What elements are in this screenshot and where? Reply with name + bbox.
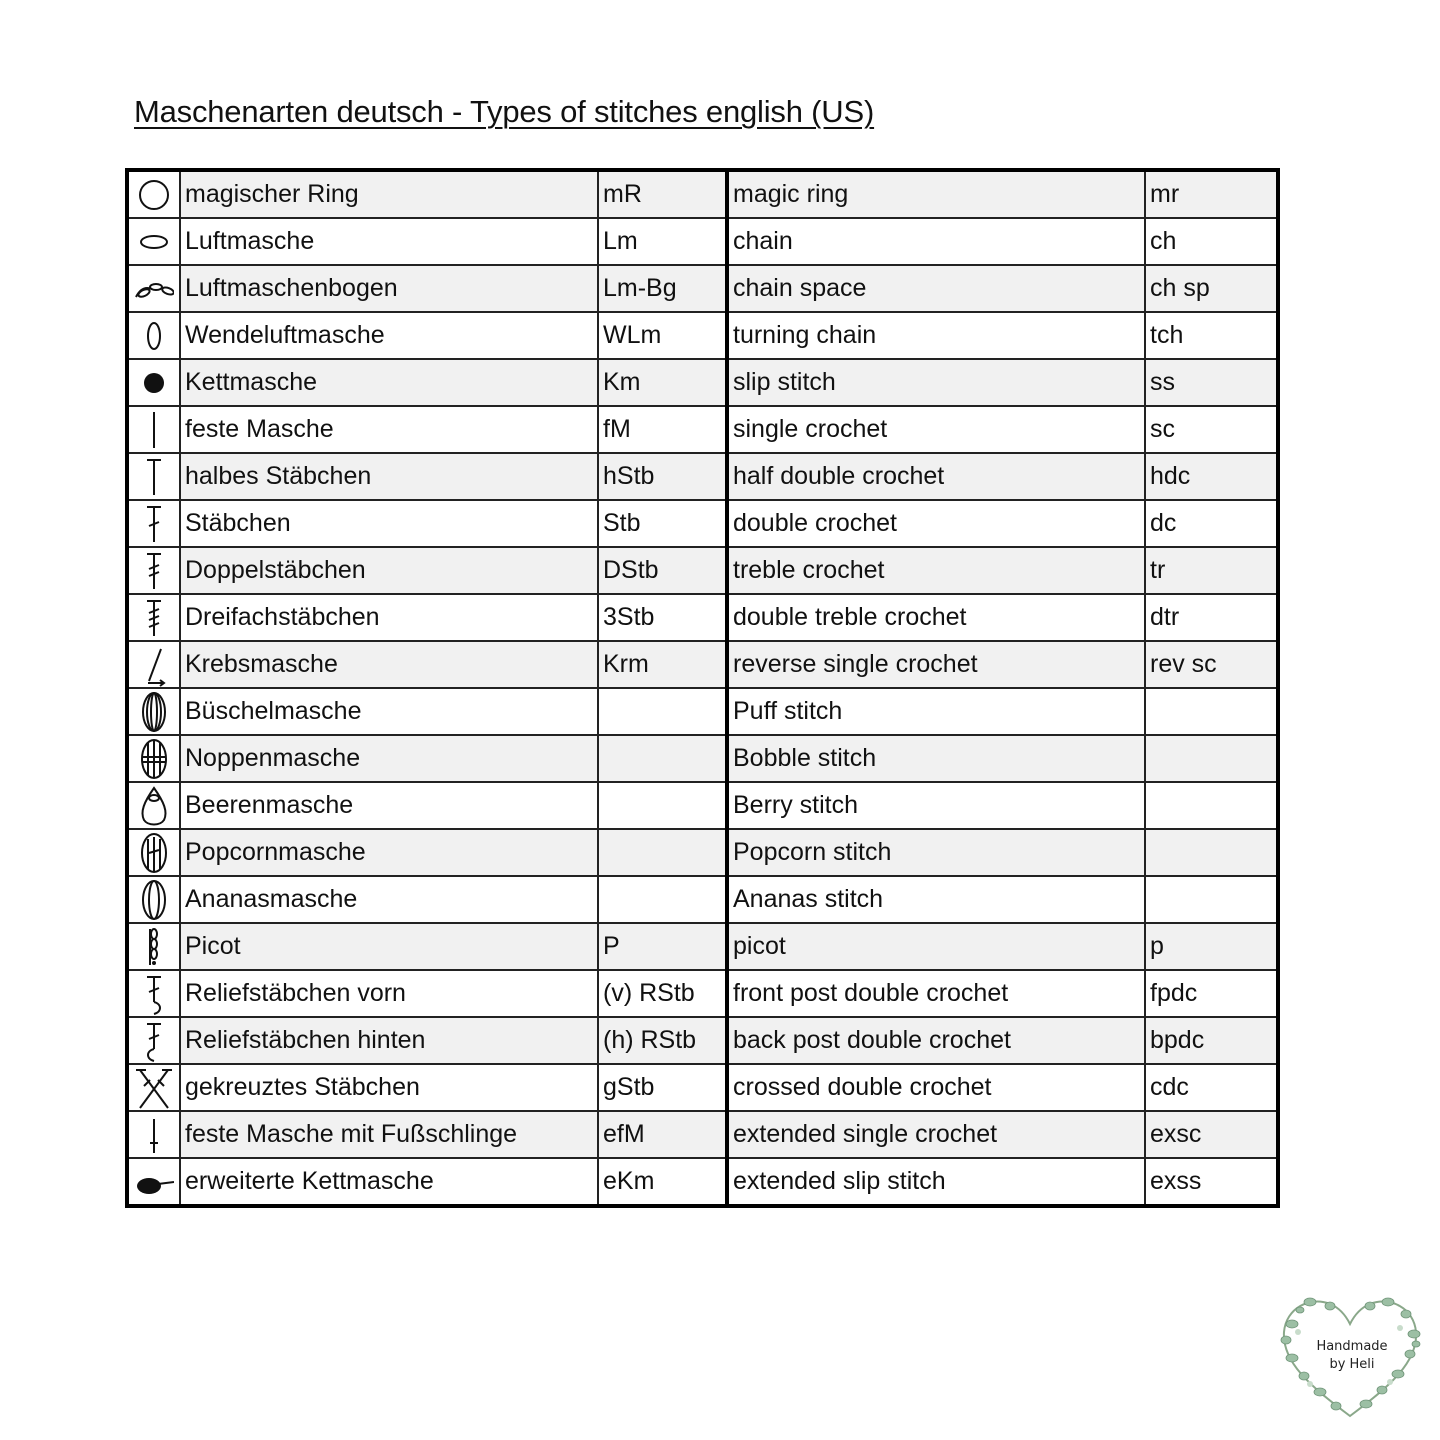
extended-single-crochet-icon — [134, 1113, 174, 1157]
crossed-double-crochet-icon — [134, 1066, 174, 1110]
english-name-cell: turning chain — [727, 312, 1145, 359]
english-abbr-cell: exss — [1145, 1158, 1278, 1206]
popcorn-stitch-icon — [134, 831, 174, 875]
table-row — [127, 641, 1278, 688]
english-abbr-cell: fpdc — [1145, 970, 1278, 1017]
german-abbr-cell: fM — [598, 406, 727, 453]
german-name-cell: Doppelstäbchen — [180, 547, 598, 594]
english-name-cell: chain space — [727, 265, 1145, 312]
single-crochet-icon — [134, 408, 174, 452]
german-name-cell: Wendeluftmasche — [180, 312, 598, 359]
german-name-cell: Reliefstäbchen vorn — [180, 970, 598, 1017]
stitch-symbol-cell — [127, 265, 180, 312]
english-name-cell: extended slip stitch — [727, 1158, 1145, 1206]
english-abbr-cell — [1145, 782, 1278, 829]
german-abbr-cell: eKm — [598, 1158, 727, 1206]
puff-stitch-icon — [134, 690, 174, 734]
english-abbr-cell: p — [1145, 923, 1278, 970]
page-title: Maschenarten deutsch - Types of stitches english (US) — [134, 94, 875, 129]
english-abbr-cell: exsc — [1145, 1111, 1278, 1158]
stitch-symbol-cell — [127, 1017, 180, 1064]
english-name-cell: magic ring — [727, 170, 1145, 218]
bobble-stitch-icon — [134, 737, 174, 781]
stitch-symbol-cell — [127, 453, 180, 500]
german-abbr-cell — [598, 688, 727, 735]
german-name-cell: Reliefstäbchen hinten — [180, 1017, 598, 1064]
stitch-symbol-cell — [127, 688, 180, 735]
german-abbr-cell: Krm — [598, 641, 727, 688]
german-name-cell: Ananasmasche — [180, 876, 598, 923]
stitch-symbol-cell — [127, 641, 180, 688]
german-name-cell: erweiterte Kettmasche — [180, 1158, 598, 1206]
stitch-symbol-cell — [127, 312, 180, 359]
german-abbr-cell: hStb — [598, 453, 727, 500]
german-name-cell: Noppenmasche — [180, 735, 598, 782]
table-row — [127, 453, 1278, 500]
table-row — [127, 406, 1278, 453]
english-abbr-cell: tr — [1145, 547, 1278, 594]
stitch-symbol-cell — [127, 547, 180, 594]
german-name-cell: feste Masche — [180, 406, 598, 453]
table-row — [127, 170, 1278, 218]
half-double-crochet-icon — [134, 455, 174, 499]
german-name-cell: Luftmasche — [180, 218, 598, 265]
stitch-symbol-cell — [127, 500, 180, 547]
stitch-table — [125, 168, 1280, 1208]
table-row — [127, 970, 1278, 1017]
english-name-cell: double treble crochet — [727, 594, 1145, 641]
english-abbr-cell: tch — [1145, 312, 1278, 359]
back-post-double-crochet-icon — [134, 1019, 174, 1063]
german-name-cell: Kettmasche — [180, 359, 598, 406]
stitch-symbol-cell — [127, 1064, 180, 1111]
magic-ring-icon — [134, 173, 174, 217]
english-abbr-cell: bpdc — [1145, 1017, 1278, 1064]
german-name-cell: Picot — [180, 923, 598, 970]
german-name-cell: Dreifachstäbchen — [180, 594, 598, 641]
german-abbr-cell: P — [598, 923, 727, 970]
table-row — [127, 1064, 1278, 1111]
stitch-symbol-cell — [127, 829, 180, 876]
german-name-cell: halbes Stäbchen — [180, 453, 598, 500]
table-row — [127, 735, 1278, 782]
table-row — [127, 923, 1278, 970]
german-abbr-cell: Km — [598, 359, 727, 406]
stitch-symbol-cell — [127, 218, 180, 265]
german-name-cell: Krebsmasche — [180, 641, 598, 688]
english-name-cell: single crochet — [727, 406, 1145, 453]
german-name-cell: gekreuztes Stäbchen — [180, 1064, 598, 1111]
stitch-table-body — [127, 170, 1278, 1206]
english-name-cell: back post double crochet — [727, 1017, 1145, 1064]
english-abbr-cell: ch — [1145, 218, 1278, 265]
treble-crochet-icon — [134, 549, 174, 593]
german-abbr-cell — [598, 782, 727, 829]
english-abbr-cell: ss — [1145, 359, 1278, 406]
english-name-cell: crossed double crochet — [727, 1064, 1145, 1111]
german-name-cell: Beerenmasche — [180, 782, 598, 829]
table-row — [127, 547, 1278, 594]
german-abbr-cell — [598, 876, 727, 923]
table-row — [127, 1111, 1278, 1158]
english-name-cell: Bobble stitch — [727, 735, 1145, 782]
double-treble-crochet-icon — [134, 596, 174, 640]
german-abbr-cell: efM — [598, 1111, 727, 1158]
german-abbr-cell: 3Stb — [598, 594, 727, 641]
stitch-symbol-cell — [127, 359, 180, 406]
table-row — [127, 500, 1278, 547]
english-name-cell: treble crochet — [727, 547, 1145, 594]
table-row — [127, 829, 1278, 876]
english-abbr-cell: sc — [1145, 406, 1278, 453]
german-abbr-cell — [598, 735, 727, 782]
english-abbr-cell: dc — [1145, 500, 1278, 547]
german-name-cell: Büschelmasche — [180, 688, 598, 735]
logo-text-line2: by Heli — [1329, 1357, 1375, 1372]
english-name-cell: chain — [727, 218, 1145, 265]
stitch-symbol-cell — [127, 876, 180, 923]
english-name-cell: Puff stitch — [727, 688, 1145, 735]
berry-stitch-icon — [134, 784, 174, 828]
english-abbr-cell: rev sc — [1145, 641, 1278, 688]
english-abbr-cell — [1145, 876, 1278, 923]
german-abbr-cell: (v) RStb — [598, 970, 727, 1017]
extended-slip-stitch-icon — [134, 1160, 174, 1204]
stitch-symbol-cell — [127, 1158, 180, 1206]
german-abbr-cell: (h) RStb — [598, 1017, 727, 1064]
english-abbr-cell — [1145, 829, 1278, 876]
ananas-stitch-icon — [134, 878, 174, 922]
english-name-cell: extended single crochet — [727, 1111, 1145, 1158]
table-row — [127, 782, 1278, 829]
german-abbr-cell — [598, 829, 727, 876]
english-name-cell: slip stitch — [727, 359, 1145, 406]
german-name-cell: Popcornmasche — [180, 829, 598, 876]
english-name-cell: front post double crochet — [727, 970, 1145, 1017]
table-row — [127, 1017, 1278, 1064]
picot-icon — [134, 925, 174, 969]
chain-space-icon — [134, 267, 174, 311]
table-row — [127, 688, 1278, 735]
slip-stitch-icon — [134, 361, 174, 405]
english-abbr-cell: ch sp — [1145, 265, 1278, 312]
table-row — [127, 359, 1278, 406]
german-abbr-cell: DStb — [598, 547, 727, 594]
german-abbr-cell: mR — [598, 170, 727, 218]
english-name-cell: double crochet — [727, 500, 1145, 547]
chain-icon — [134, 220, 174, 264]
german-abbr-cell: WLm — [598, 312, 727, 359]
english-name-cell: picot — [727, 923, 1145, 970]
german-abbr-cell: Lm — [598, 218, 727, 265]
english-abbr-cell: hdc — [1145, 453, 1278, 500]
table-row — [127, 218, 1278, 265]
front-post-double-crochet-icon — [134, 972, 174, 1016]
english-abbr-cell — [1145, 688, 1278, 735]
table-row — [127, 1158, 1278, 1206]
handmade-by-heli-logo — [1270, 1288, 1430, 1428]
table-row — [127, 265, 1278, 312]
german-abbr-cell: Lm-Bg — [598, 265, 727, 312]
stitch-symbol-cell — [127, 970, 180, 1017]
english-abbr-cell — [1145, 735, 1278, 782]
stitch-symbol-cell — [127, 782, 180, 829]
eucalyptus-heart-wreath-icon — [1270, 1288, 1430, 1428]
reverse-single-crochet-icon — [134, 643, 174, 687]
english-abbr-cell: cdc — [1145, 1064, 1278, 1111]
german-name-cell: Stäbchen — [180, 500, 598, 547]
stitch-symbol-cell — [127, 923, 180, 970]
german-name-cell: feste Masche mit Fußschlinge — [180, 1111, 598, 1158]
stitch-symbol-cell — [127, 735, 180, 782]
table-row — [127, 312, 1278, 359]
german-name-cell: magischer Ring — [180, 170, 598, 218]
turning-chain-icon — [134, 314, 174, 358]
english-abbr-cell: mr — [1145, 170, 1278, 218]
english-name-cell: Popcorn stitch — [727, 829, 1145, 876]
german-name-cell: Luftmaschenbogen — [180, 265, 598, 312]
stitch-symbol-cell — [127, 406, 180, 453]
logo-text-line1: Handmade — [1316, 1339, 1388, 1354]
stitch-symbol-cell — [127, 1111, 180, 1158]
stitch-symbol-cell — [127, 170, 180, 218]
english-name-cell: reverse single crochet — [727, 641, 1145, 688]
table-row — [127, 876, 1278, 923]
english-name-cell: Ananas stitch — [727, 876, 1145, 923]
double-crochet-icon — [134, 502, 174, 546]
english-name-cell: half double crochet — [727, 453, 1145, 500]
table-row — [127, 594, 1278, 641]
stitch-symbol-cell — [127, 594, 180, 641]
german-abbr-cell: gStb — [598, 1064, 727, 1111]
english-name-cell: Berry stitch — [727, 782, 1145, 829]
german-abbr-cell: Stb — [598, 500, 727, 547]
english-abbr-cell: dtr — [1145, 594, 1278, 641]
